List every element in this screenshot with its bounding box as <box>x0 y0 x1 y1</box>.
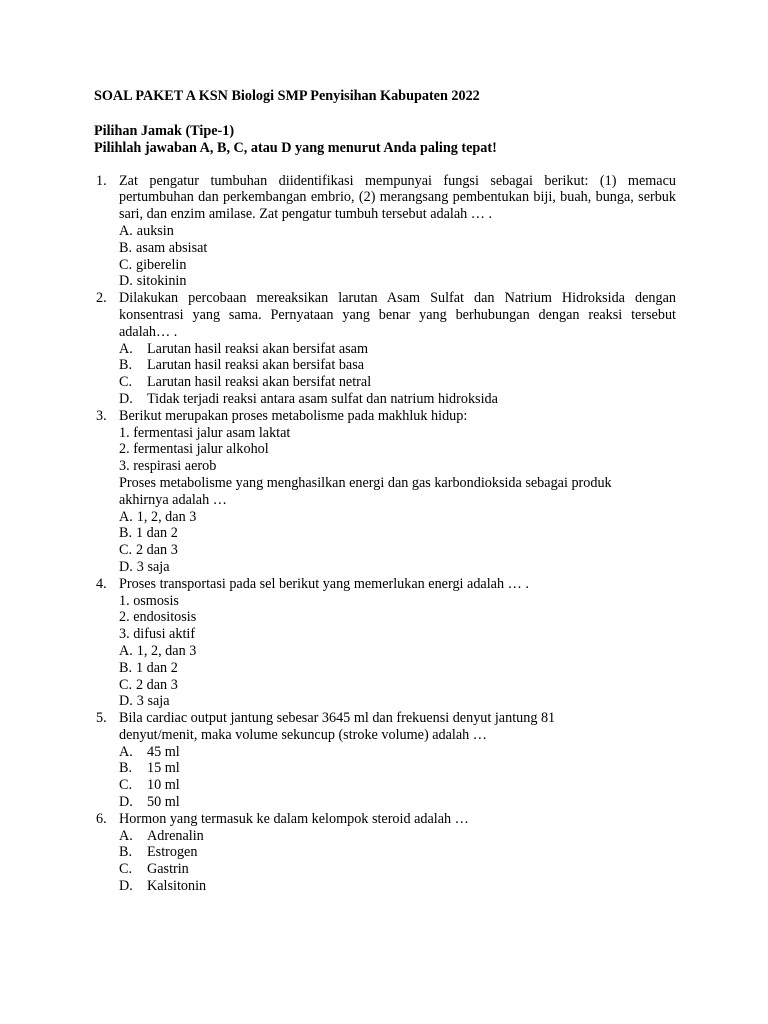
option-b[interactable] <box>119 240 676 257</box>
option-text: 1, 2, dan 3 <box>136 508 197 525</box>
option-letter: B. <box>119 239 133 256</box>
option-d[interactable] <box>119 273 676 290</box>
question-number: 1. <box>96 172 107 189</box>
question-number: 2. <box>96 290 107 307</box>
section-header <box>94 123 676 157</box>
document-title: SOAL PAKET A KSN Biologi SMP Penyisihan Kabupaten 2022 <box>94 88 480 104</box>
option-text: 1, 2, dan 3 <box>136 642 197 659</box>
option-letter: A. <box>119 340 133 357</box>
option-letter: D. <box>119 390 133 407</box>
option-d[interactable] <box>119 391 676 408</box>
option-text: Kalsitonin <box>147 878 207 895</box>
question-number: 3. <box>96 407 107 424</box>
option-text: Larutan hasil reaksi akan bersifat asam <box>147 340 368 357</box>
option-b[interactable] <box>119 357 676 374</box>
option-letter: D. <box>119 693 133 710</box>
section-heading: Pilihan Jamak (Tipe-1) <box>94 123 235 139</box>
option-a[interactable] <box>119 223 676 240</box>
option-c[interactable] <box>119 542 676 559</box>
statement-item: 2. endositosis <box>119 609 197 626</box>
option-d[interactable] <box>119 693 676 710</box>
statement-item: 3. difusi aktif <box>119 626 196 643</box>
question-3 <box>94 408 676 576</box>
option-letter: D. <box>119 558 133 575</box>
question-text-line-1: Bila cardiac output jantung sebesar 3645 ml dan frekuensi denyut jantung 81 <box>119 710 556 727</box>
question-text: Hormon yang termasuk ke dalam kelompok steroid adalah … <box>119 810 469 827</box>
question-text-line-2: denyut/menit, maka volume sekuncup (stroke volume) adalah … <box>119 726 487 743</box>
option-c[interactable] <box>119 777 676 794</box>
option-text: auksin <box>136 222 174 239</box>
option-text: 3 saja <box>136 558 170 575</box>
question-list <box>94 173 676 895</box>
option-letter: C. <box>119 542 133 559</box>
question-6 <box>94 811 676 895</box>
option-letter: B. <box>119 844 133 861</box>
option-letter: B. <box>119 525 133 542</box>
question-number: 4. <box>96 575 107 592</box>
option-text: Adrenalin <box>147 827 204 844</box>
option-text: Larutan hasil reaksi akan bersifat netral <box>147 374 372 391</box>
option-b[interactable] <box>119 844 676 861</box>
option-a[interactable] <box>119 744 676 761</box>
option-b[interactable] <box>119 660 676 677</box>
option-letter: D. <box>119 273 133 290</box>
option-d[interactable] <box>119 878 676 895</box>
question-1 <box>94 173 676 291</box>
option-a[interactable] <box>119 828 676 845</box>
option-letter: A. <box>119 827 133 844</box>
option-text: 45 ml <box>147 743 180 760</box>
option-b[interactable] <box>119 525 676 542</box>
option-text: Estrogen <box>147 844 198 861</box>
option-letter: B. <box>119 357 133 374</box>
question-number: 5. <box>96 710 107 727</box>
question-5 <box>94 710 676 811</box>
statement-item: 1. fermentasi jalur asam laktat <box>119 424 291 441</box>
document-page <box>94 88 676 895</box>
question-text: Berikut merupakan proses metabolisme pada makhluk hidup: <box>119 407 468 424</box>
option-letter: D. <box>119 878 133 895</box>
option-c[interactable] <box>119 861 676 878</box>
option-a[interactable] <box>119 643 676 660</box>
question-text: Dilakukan percobaan mereaksikan larutan Asam Sulfat dan Natrium Hidroksida dengan konsentrasi yang sama. Pernyataan yang benar yang berhubungan dengan reaksi tersebut adalah… . <box>119 290 676 340</box>
option-text: Larutan hasil reaksi akan bersifat basa <box>147 357 365 374</box>
question-4 <box>94 576 676 710</box>
question-number: 6. <box>96 810 107 827</box>
option-a[interactable] <box>119 509 676 526</box>
option-letter: C. <box>119 374 133 391</box>
option-letter: C. <box>119 256 133 273</box>
option-text: 2 dan 3 <box>136 542 178 559</box>
option-text: 10 ml <box>147 777 180 794</box>
option-text: Gastrin <box>147 861 189 878</box>
option-letter: A. <box>119 222 133 239</box>
statement-item: 3. respirasi aerob <box>119 458 217 475</box>
option-letter: B. <box>119 659 133 676</box>
question-text: Proses transportasi pada sel berikut yang memerlukan energi adalah … . <box>119 575 529 592</box>
statement-item: 1. osmosis <box>119 592 179 609</box>
question-2 <box>94 290 676 408</box>
option-text: asam absisat <box>136 239 208 256</box>
question-prompt-line-2: akhirnya adalah … <box>119 491 227 508</box>
option-text: 15 ml <box>147 760 180 777</box>
option-text: 50 ml <box>147 794 180 811</box>
option-text: 3 saja <box>136 693 170 710</box>
option-text: sitokinin <box>136 273 187 290</box>
option-d[interactable] <box>119 559 676 576</box>
option-text: 1 dan 2 <box>136 525 178 542</box>
option-c[interactable] <box>119 257 676 274</box>
option-b[interactable] <box>119 760 676 777</box>
section-instruction: Pilihlah jawaban A, B, C, atau D yang menurut Anda paling tepat! <box>94 139 497 156</box>
option-letter: C. <box>119 861 133 878</box>
option-c[interactable] <box>119 374 676 391</box>
option-letter: C. <box>119 676 133 693</box>
option-letter: A. <box>119 743 133 760</box>
question-text: Zat pengatur tumbuhan diidentifikasi mempunyai fungsi sebagai berikut: (1) memacu pertumbuhan dan perkembangan embrio, (2) merangsang pembentukan biji, buah, bunga, serbuk sari, dan enzim amilase. Zat pengatur tumbuh tersebut adalah … . <box>119 172 676 223</box>
statement-item: 2. fermentasi jalur alkohol <box>119 441 269 458</box>
option-a[interactable] <box>119 341 676 358</box>
option-letter: B. <box>119 760 133 777</box>
question-prompt-line-1: Proses metabolisme yang menghasilkan energi dan gas karbondioksida sebagai produk <box>119 474 612 491</box>
option-d[interactable] <box>119 794 676 811</box>
option-letter: C. <box>119 777 133 794</box>
option-letter: A. <box>119 642 133 659</box>
option-text: 2 dan 3 <box>136 676 178 693</box>
option-c[interactable] <box>119 677 676 694</box>
option-text: 1 dan 2 <box>136 659 178 676</box>
option-text: giberelin <box>136 256 187 273</box>
option-letter: A. <box>119 508 133 525</box>
option-text: Tidak terjadi reaksi antara asam sulfat dan natrium hidroksida <box>147 390 498 407</box>
option-letter: D. <box>119 794 133 811</box>
